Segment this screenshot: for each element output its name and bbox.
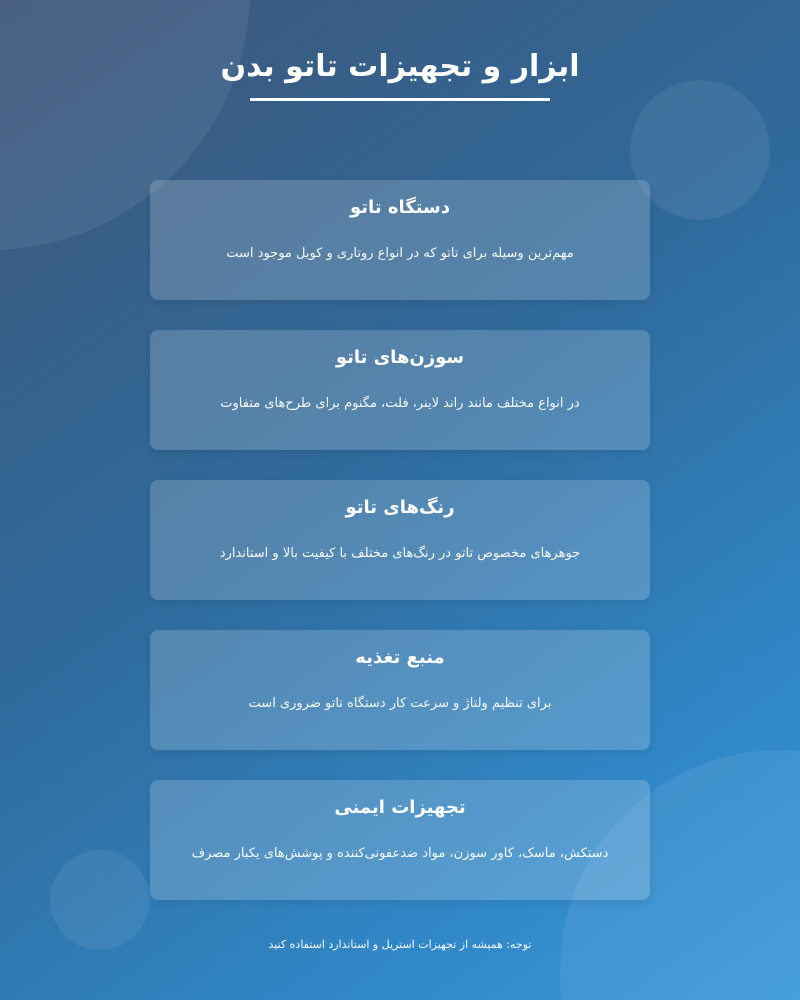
equipment-card-power-supply xyxy=(150,630,650,750)
background-circle xyxy=(50,850,150,950)
title-underline xyxy=(250,98,550,101)
card-description: جوهرهای مخصوص تاتو در رنگ‌های مختلف با کیفیت بالا و استاندارد xyxy=(219,546,581,561)
equipment-card-inks xyxy=(150,480,650,600)
card-description: دستکش، ماسک، کاور سوزن، مواد ضدعفونی‌کننده و پوشش‌های یکبار مصرف xyxy=(191,846,609,861)
footer-note: توجه: همیشه از تجهیزات استریل و استاندارد استفاده کنید xyxy=(268,938,532,951)
equipment-card-tattoo-machine xyxy=(150,180,650,300)
equipment-card-safety xyxy=(150,780,650,900)
page-title: ابزار و تجهیزات تاتو بدن xyxy=(220,49,580,84)
card-title: دستگاه تاتو xyxy=(350,197,450,218)
card-title: منبع تغذیه xyxy=(355,647,445,668)
card-description: در انواع مختلف مانند راند لاینر، فلت، مگنوم برای طرح‌های متفاوت xyxy=(220,396,580,411)
equipment-card-needles xyxy=(150,330,650,450)
card-title: تجهیزات ایمنی xyxy=(334,797,466,818)
card-description: مهم‌ترین وسیله برای تاتو که در انواع روتاری و کویل موجود است xyxy=(226,246,574,261)
card-title: رنگ‌های تاتو xyxy=(345,497,455,518)
card-description: برای تنظیم ولتاژ و سرعت کار دستگاه تاتو ضروری است xyxy=(248,696,552,711)
background-circle xyxy=(630,80,770,220)
card-title: سوزن‌های تاتو xyxy=(335,347,465,368)
